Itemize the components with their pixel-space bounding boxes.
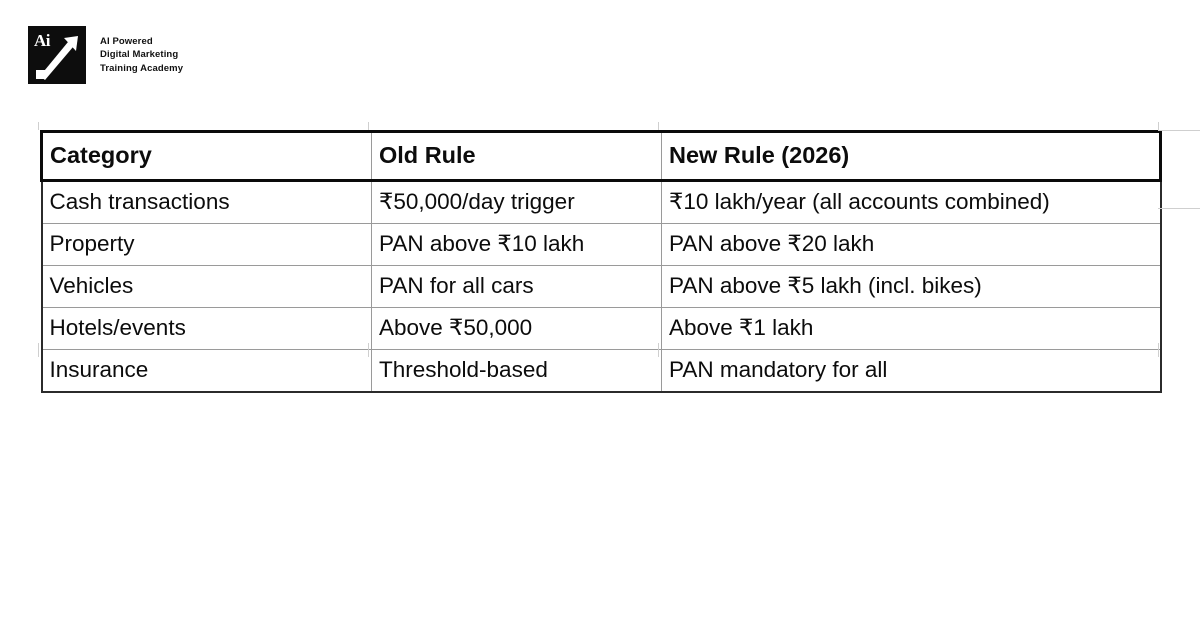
grid-tick [1158, 343, 1159, 357]
logo-line-2: Digital Marketing [100, 49, 179, 61]
grid-tick [368, 122, 369, 130]
grid-tick [38, 122, 39, 130]
cell-category: Hotels/events [42, 308, 372, 350]
column-header-category: Category [42, 132, 372, 181]
cell-new-rule: ₹10 lakh/year (all accounts combined) [662, 181, 1161, 224]
column-header-new-rule: New Rule (2026) [662, 132, 1161, 181]
cell-category: Property [42, 224, 372, 266]
table-row [42, 181, 1161, 224]
cell-category: Vehicles [42, 266, 372, 308]
cell-new-rule: PAN above ₹5 lakh (incl. bikes) [662, 266, 1161, 308]
cell-old-rule: ₹50,000/day trigger [372, 181, 662, 224]
cell-category: Insurance [42, 350, 372, 393]
grid-tick [658, 122, 659, 130]
table-row [42, 308, 1161, 350]
grid-tick [658, 343, 659, 357]
cell-old-rule: PAN above ₹10 lakh [372, 224, 662, 266]
cell-old-rule: Above ₹50,000 [372, 308, 662, 350]
cell-new-rule: Above ₹1 lakh [662, 308, 1161, 350]
rules-table-container [40, 130, 1160, 393]
upward-arrow-icon [28, 26, 86, 84]
table-row [42, 350, 1161, 393]
grid-tick [1158, 130, 1200, 131]
grid-tick [1158, 208, 1200, 209]
cell-old-rule: Threshold-based [372, 350, 662, 393]
grid-tick [1158, 122, 1159, 130]
logo-wordmark [100, 35, 183, 76]
brand-logo [28, 26, 183, 84]
table-row [42, 224, 1161, 266]
cell-old-rule: PAN for all cars [372, 266, 662, 308]
logo-ai-text: Ai [34, 31, 50, 50]
table-row [42, 266, 1161, 308]
grid-tick [38, 343, 39, 357]
rules-table [40, 130, 1162, 393]
logo-line-1: AI Powered [100, 35, 153, 47]
cell-new-rule: PAN above ₹20 lakh [662, 224, 1161, 266]
cell-new-rule: PAN mandatory for all [662, 350, 1161, 393]
column-header-old-rule: Old Rule [372, 132, 662, 181]
table-header-row [42, 132, 1161, 181]
cell-category: Cash transactions [42, 181, 372, 224]
logo-mark [28, 26, 86, 84]
logo-line-3: Training Academy [100, 62, 184, 74]
grid-tick [368, 343, 369, 357]
